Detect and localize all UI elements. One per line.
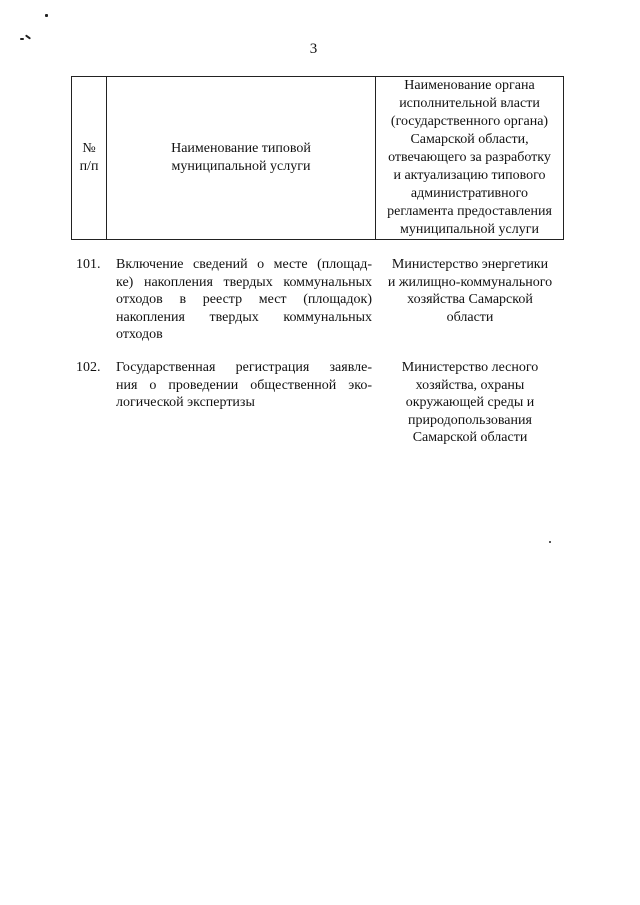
scan-speck (20, 38, 24, 40)
row-org-line: Самарской области (412, 430, 528, 445)
header-org-line: муниципальной услуги (400, 222, 539, 237)
row-number: 101. (76, 257, 101, 272)
row-name-line: отходов (116, 327, 163, 342)
row-service-name (116, 256, 372, 344)
page-number: 3 (309, 41, 318, 57)
header-service-cell (107, 77, 376, 240)
row-org-line: окружающей среды и (405, 395, 535, 410)
header-org-line: и актуализацию типового (393, 168, 546, 183)
header-num-line: п/п (79, 159, 99, 174)
row-name-line: накопления твердых коммунальных (116, 309, 372, 325)
row-org-line: хозяйства Самарской (407, 292, 533, 307)
row-name-line: ке) накопления твердых коммунальных (116, 274, 372, 290)
row-org-line: Министерство энергетики (391, 257, 549, 272)
row-name-line: ния о проведении общественной эко- (116, 377, 372, 393)
row-name-line: отходов в реестр мест (площадок) (116, 292, 372, 307)
header-org-line: регламента предоставления (387, 204, 552, 219)
row-service-name (116, 359, 372, 412)
header-org-line: отвечающего за разработку (388, 150, 551, 165)
scan-speck (25, 34, 31, 39)
header-org-line: административного (410, 186, 529, 201)
row-org-name (378, 359, 562, 447)
header-service-line: муниципальной услуги (171, 159, 311, 174)
scan-speck (549, 541, 551, 543)
row-org-line: природопользования (408, 412, 532, 428)
row-org-line: хозяйства, охраны (415, 377, 525, 393)
header-service-line: Наименование типовой (171, 141, 311, 156)
row-name-line: логической экспертизы (116, 395, 255, 410)
header-org-line: исполнительной власти (399, 96, 540, 111)
header-num-line: № (82, 141, 96, 156)
header-org-cell (376, 77, 564, 240)
row-org-line: и жилищно-коммунального (387, 274, 553, 290)
row-org-line: области (446, 309, 494, 325)
row-name-line: Государственная регистрация заявле- (116, 360, 372, 375)
header-org-line: Самарской области, (410, 132, 529, 147)
row-org-line: Министерство лесного (401, 360, 539, 375)
row-number: 102. (76, 360, 101, 375)
row-org-name (378, 256, 562, 326)
header-num-cell (72, 77, 107, 240)
row-name-line: Включение сведений о месте (площад- (116, 257, 372, 272)
header-org-line: Наименование органа (404, 78, 535, 93)
header-org-line: (государственного органа) (390, 114, 549, 129)
header-table (71, 76, 564, 240)
scan-speck (45, 14, 48, 17)
header-row (72, 77, 564, 240)
